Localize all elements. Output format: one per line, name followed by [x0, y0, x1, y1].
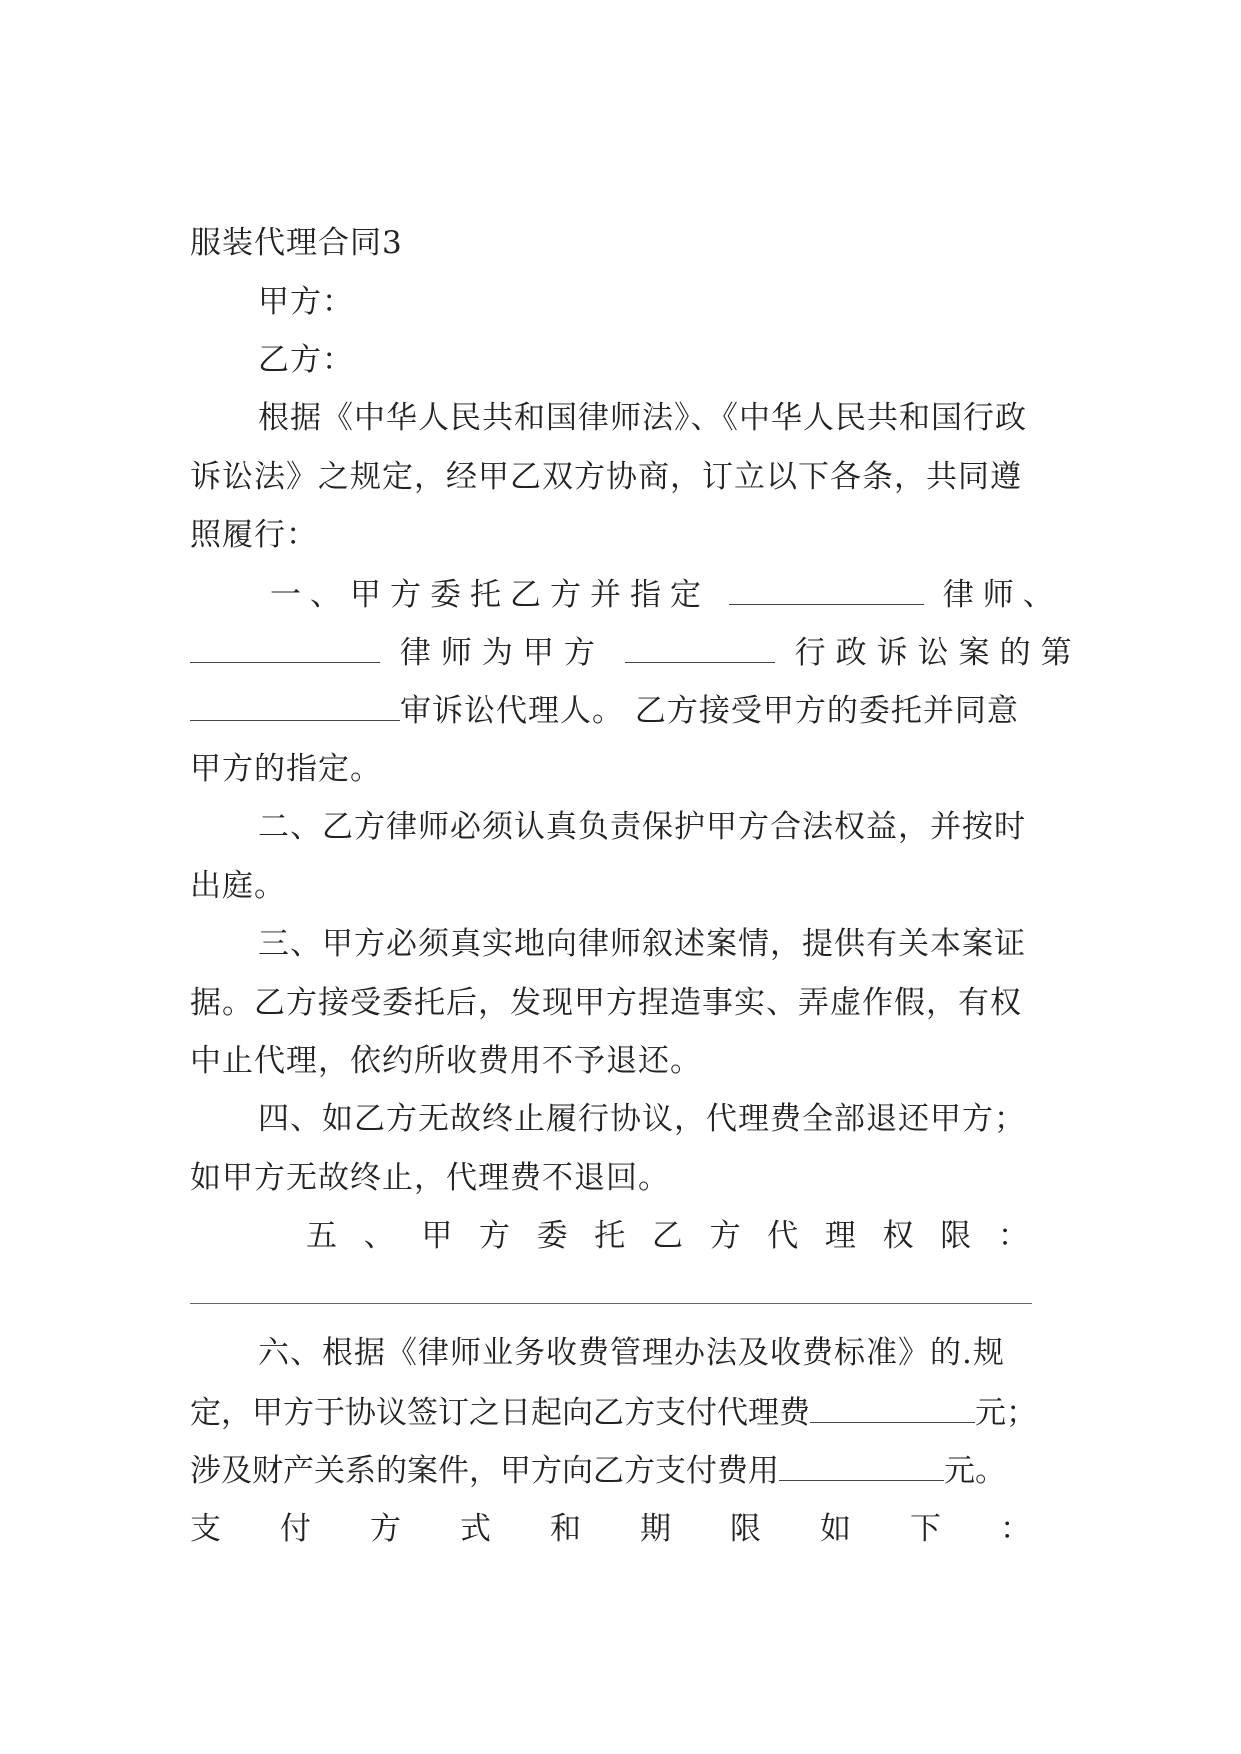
payment-char: 如 — [820, 1511, 852, 1547]
clause-5-char: 代 — [767, 1218, 800, 1254]
clause-5-char: 权 — [882, 1218, 915, 1254]
payment-char: 下 — [910, 1511, 942, 1547]
clause-6-text-c: 涉及财产关系的案件，甲方向乙方支付费用 — [190, 1453, 779, 1489]
clause-1-line-3 — [190, 690, 1050, 731]
clause-5-char: 方 — [709, 1218, 742, 1254]
payment-char: 和 — [550, 1511, 582, 1547]
clause-1-text-c: 律师为甲方 — [399, 635, 605, 671]
intro-line-2: 诉讼法》之规定，经甲乙双方协商，订立以下各条，共同遵 — [190, 459, 1022, 495]
intro-line-1: 根据《中华人民共和国律师法》、《中华人民共和国行政 — [258, 400, 1027, 436]
clause-1-text-d: 行政诉讼案的第 — [794, 635, 1082, 671]
clause-6-line-3 — [190, 1450, 1050, 1491]
payment-char: 期 — [640, 1511, 672, 1547]
client-blank[interactable] — [625, 632, 775, 663]
clause-6-line-1: 六、根据《律师业务收费管理办法及收费标准》的.规 — [258, 1335, 1005, 1371]
clause-6-payment-heading — [190, 1509, 1032, 1549]
clause-6-text-b: 元； — [975, 1395, 1037, 1431]
party-b-label: 乙方： — [258, 342, 354, 378]
clause-1-line-2 — [190, 632, 1082, 673]
clause-5-char: ： — [997, 1218, 1030, 1254]
payment-char: 限 — [730, 1511, 762, 1547]
clause-3-line-1: 三、甲方必须真实地向律师叙述案情，提供有关本案证 — [258, 926, 1026, 962]
clause-5-char: 甲 — [421, 1218, 454, 1254]
instance-blank[interactable] — [190, 690, 400, 721]
clause-6-text-a: 定，甲方于协议签订之日起向乙方支付代理费 — [190, 1395, 810, 1431]
clause-3-line-3: 中止代理，依约所收费用不予退还。 — [190, 1043, 702, 1079]
clause-1-text-e: 审诉讼代理人。 乙方接受甲方的委托并同意 — [400, 693, 1019, 729]
clause-6-line-2 — [190, 1392, 1050, 1433]
payment-char: 方 — [370, 1511, 402, 1547]
clause-6-text-d: 元。 — [944, 1453, 1006, 1489]
party-a-label: 甲方： — [258, 284, 354, 320]
property-fee-blank[interactable] — [779, 1450, 944, 1481]
clause-5-heading — [306, 1216, 1030, 1256]
payment-char: 式 — [460, 1511, 492, 1547]
clause-1-text-a: 一、甲方委托乙方并指定 — [270, 577, 710, 613]
lawyer-2-blank[interactable] — [190, 632, 380, 663]
payment-char: ： — [1000, 1511, 1032, 1547]
intro-line-3: 照履行： — [190, 517, 318, 553]
clause-1-text-b: 律师、 — [942, 577, 1063, 613]
lawyer-1-blank[interactable] — [729, 574, 924, 605]
authority-blank-line[interactable] — [190, 1303, 1032, 1304]
clause-5-char: 五 — [306, 1218, 338, 1254]
clause-5-char: 托 — [594, 1218, 627, 1254]
clause-4-line-1: 四、如乙方无故终止履行协议，代理费全部退还甲方； — [258, 1101, 1026, 1137]
clause-5-char: 委 — [536, 1218, 569, 1254]
clause-1-line-4: 甲方的指定。 — [190, 751, 382, 787]
clause-4-line-2: 如甲方无故终止，代理费不退回。 — [190, 1160, 670, 1196]
document-title: 服装代理合同3 — [190, 225, 403, 261]
clause-5-char: 理 — [824, 1218, 857, 1254]
clause-3-line-2: 据。乙方接受委托后，发现甲方捏造事实、弄虚作假，有权 — [190, 985, 1022, 1021]
agency-fee-blank[interactable] — [810, 1392, 975, 1423]
clause-1-line-1 — [270, 574, 1063, 615]
clause-2-line-2: 出庭。 — [190, 868, 286, 904]
payment-char: 支 — [190, 1511, 222, 1547]
clause-5-char: 乙 — [651, 1218, 684, 1254]
clause-5-char: 、 — [363, 1218, 396, 1254]
clause-5-char: 限 — [940, 1218, 973, 1254]
payment-char: 付 — [280, 1511, 312, 1547]
clause-2-line-1: 二、乙方律师必须认真负责保护甲方合法权益，并按时 — [258, 809, 1026, 845]
clause-5-char: 方 — [478, 1218, 511, 1254]
